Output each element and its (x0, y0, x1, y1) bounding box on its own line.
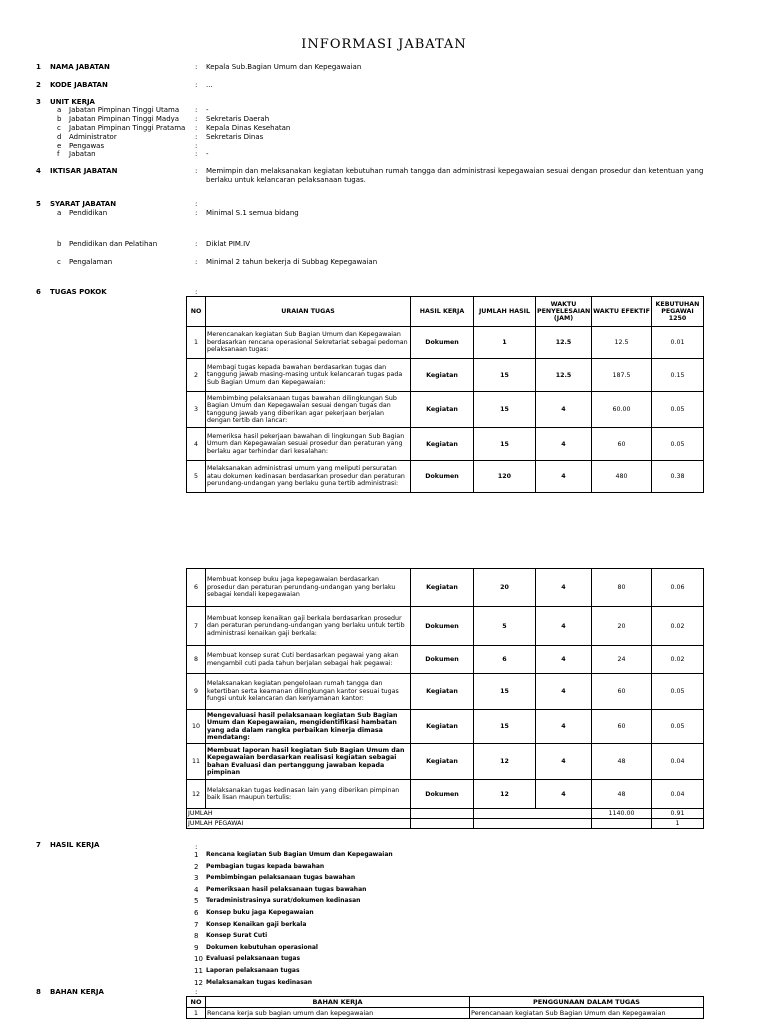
unit-kerja-item (0, 150, 768, 160)
item-letter: f (57, 150, 60, 158)
cell-waktu: 4 (536, 646, 592, 674)
header-penggunaan: PENGGUNAAN DALAM TUGAS (470, 997, 704, 1008)
item-label: Administrator (69, 133, 117, 141)
empty-cell (474, 819, 592, 829)
empty-cell (411, 809, 474, 819)
table-row (187, 1008, 704, 1019)
field-number: 7 (36, 841, 41, 849)
cell-kebutuhan: 0.02 (652, 646, 704, 674)
table-row (187, 359, 704, 392)
field-number: 6 (36, 288, 41, 296)
field-nama-jabatan (0, 63, 768, 73)
field-ikhtisar (0, 167, 768, 187)
table-row (187, 646, 704, 674)
cell-no: 11 (187, 744, 206, 780)
empty-cell (592, 819, 652, 829)
cell-hasil: Dokumen (411, 780, 474, 809)
list-item-text: Pembimbingan pelaksanaan tugas bawahan (206, 874, 356, 882)
colon: : (195, 115, 198, 123)
jumlah-label: JUMLAH (187, 809, 411, 819)
item-label: Pengalaman (69, 258, 113, 266)
item-letter: c (57, 258, 61, 266)
cell-uraian: Membuat konsep surat Cuti berdasarkan pegawai yang akan mengambil cuti pada tahun berjalan sebagai hak pegawai: (206, 646, 411, 674)
item-value: Sekretaris Daerah (206, 115, 270, 123)
cell-kebutuhan: 0.04 (652, 780, 704, 809)
syarat-item (0, 258, 768, 268)
jumlah-row (187, 809, 704, 819)
cell-efektif: 480 (592, 461, 652, 493)
list-item (0, 874, 768, 884)
field-label: BAHAN KERJA (50, 988, 104, 996)
cell-jumlah: 6 (474, 646, 536, 674)
cell-no: 2 (187, 359, 206, 392)
cell-hasil: Dokumen (411, 646, 474, 674)
item-value: - (206, 106, 209, 114)
field-number: 5 (36, 200, 41, 208)
tugas-pokok-table-part-2 (186, 568, 704, 829)
list-item (0, 863, 768, 873)
cell-uraian: Melaksanakan kegiatan pengelolaan rumah tangga dan ketertiban serta keamanan dilingkungan kantor sesuai tugas fungsi untuk kelancaran dan kenyamanan kantor: (206, 674, 411, 710)
item-label: Pendidikan (69, 209, 108, 217)
cell-hasil: Kegiatan (411, 710, 474, 744)
tugas-pokok-table-part-1 (186, 296, 704, 493)
table-row (187, 461, 704, 493)
cell-jumlah: 15 (474, 710, 536, 744)
item-value: Minimal S.1 semua bidang (206, 209, 299, 217)
cell-no: 3 (187, 392, 206, 428)
cell-uraian: Membuat konsep buku jaga kepegawaian berdasarkan prosedur dan peraturan perundang-undangan yang berlaku sebagai kendali kepegawaian (206, 569, 411, 607)
cell-hasil: Kegiatan (411, 744, 474, 780)
cell-efektif: 60 (592, 710, 652, 744)
item-label: Pengawas (69, 142, 105, 150)
list-item-text: Konsep Surat Cuti (206, 932, 268, 940)
list-item-text: Konsep Kenaikan gaji berkala (206, 920, 307, 928)
colon: : (195, 133, 198, 141)
list-item (0, 897, 768, 907)
cell-hasil: Kegiatan (411, 569, 474, 607)
cell-kebutuhan: 0.06 (652, 569, 704, 607)
list-item-number: 5 (194, 897, 199, 906)
table-header-row (187, 297, 704, 327)
list-item-text: Pembagian tugas kepada bawahan (206, 862, 325, 870)
header-no: NO (187, 297, 206, 327)
cell-jumlah: 15 (474, 428, 536, 461)
list-item (0, 932, 768, 942)
cell-waktu: 4 (536, 392, 592, 428)
field-label: UNIT KERJA (50, 98, 95, 106)
header-hasil: HASIL KERJA (411, 297, 474, 327)
header-no: NO (187, 997, 206, 1008)
colon: : (195, 167, 198, 175)
list-item (0, 921, 768, 931)
cell-waktu: 4 (536, 428, 592, 461)
cell-kebutuhan: 0.04 (652, 744, 704, 780)
field-number: 4 (36, 167, 41, 175)
empty-cell (474, 809, 592, 819)
jumlah-kebutuhan: 0.91 (652, 809, 704, 819)
field-label: NAMA JABATAN (50, 63, 110, 71)
colon: : (195, 988, 198, 996)
cell-waktu: 4 (536, 710, 592, 744)
item-letter: d (57, 133, 62, 141)
syarat-item (0, 209, 768, 219)
field-label: TUGAS POKOK (50, 288, 107, 296)
header-kebutuhan-label: KEBUTUHAN PEGAWAI (655, 301, 700, 315)
cell-uraian: Melaksanakan administrasi umum yang meliputi persuratan atau dokumen kedinasan berdasarkan prosedur dan peraturan perundang-undangan yang berlaku guna tertib administrasi: (206, 461, 411, 493)
cell-jumlah: 15 (474, 392, 536, 428)
cell-efektif: 12.5 (592, 327, 652, 359)
list-item-number: 11 (194, 967, 203, 975)
field-kode-jabatan (0, 81, 768, 91)
cell-efektif: 187.5 (592, 359, 652, 392)
cell-efektif: 60 (592, 428, 652, 461)
cell-hasil: Dokumen (411, 327, 474, 359)
cell-hasil: Kegiatan (411, 359, 474, 392)
item-label: Jabatan Pimpinan Tinggi Madya (69, 115, 180, 123)
cell-waktu: 12.5 (536, 327, 592, 359)
cell-kebutuhan: 0.05 (652, 674, 704, 710)
list-item-number: 2 (194, 862, 199, 871)
colon: : (195, 63, 198, 71)
jumlah-pegawai-value: 1 (652, 819, 704, 829)
cell-kebutuhan: 0.05 (652, 428, 704, 461)
header-jumlah: JUMLAH HASIL (474, 297, 536, 327)
cell-kebutuhan: 0.05 (652, 392, 704, 428)
item-letter: b (57, 240, 62, 248)
cell-no: 6 (187, 569, 206, 607)
cell-efektif: 24 (592, 646, 652, 674)
cell-no: 12 (187, 780, 206, 809)
table-row (187, 744, 704, 780)
cell-waktu: 4 (536, 674, 592, 710)
cell-efektif: 60 (592, 674, 652, 710)
cell-uraian: Membagi tugas kepada bawahan berdasarkan tugas dan tanggung jawab masing-masing untuk kelancaran tugas pada Sub Bagian Umum dan Kepegawaian: (206, 359, 411, 392)
item-letter: e (57, 142, 62, 150)
cell-jumlah: 15 (474, 359, 536, 392)
field-value: Kepala Sub.Bagian Umum dan Kepegawaian (206, 63, 362, 71)
cell-hasil: Kegiatan (411, 674, 474, 710)
colon: : (195, 81, 198, 89)
list-item (0, 967, 768, 977)
table-row (187, 428, 704, 461)
cell-uraian: Melaksanakan tugas kedinasan lain yang diberikan pimpinan baik lisan maupun tertulis: (206, 780, 411, 809)
table-row (187, 674, 704, 710)
cell-waktu: 4 (536, 569, 592, 607)
list-item-text: Konsep buku jaga Kepegawaian (206, 909, 314, 916)
cell-no: 5 (187, 461, 206, 493)
item-value: Diklat PIM.IV (206, 240, 250, 248)
cell-jumlah: 5 (474, 607, 536, 646)
item-label: Jabatan Pimpinan Tinggi Pratama (69, 124, 186, 132)
field-value: Memimpin dan melaksanakan kegiatan kebutuhan rumah tangga dan administrasi kepegawaian sesuai dengan prosedur dan ketentuan yang berlaku untuk kelancaran pelaksanaan tugas. (206, 167, 704, 184)
cell-no: 1 (187, 1008, 206, 1019)
list-item (0, 955, 768, 965)
cell-efektif: 48 (592, 780, 652, 809)
colon: : (195, 240, 198, 248)
item-label: Jabatan Pimpinan Tinggi Utama (69, 106, 180, 114)
list-item (0, 886, 768, 896)
list-item-number: 3 (194, 874, 199, 883)
cell-hasil: Dokumen (411, 607, 474, 646)
cell-efektif: 48 (592, 744, 652, 780)
cell-no: 9 (187, 674, 206, 710)
list-item-text: Evaluasi pelaksanaan tugas (206, 955, 301, 963)
syarat-item (0, 240, 768, 250)
table-row (187, 327, 704, 359)
cell-kebutuhan: 0.15 (652, 359, 704, 392)
table-row (187, 780, 704, 809)
cell-no: 4 (187, 428, 206, 461)
list-item (0, 909, 768, 919)
cell-hasil: Dokumen (411, 461, 474, 493)
cell-jumlah: 15 (474, 674, 536, 710)
colon: : (195, 124, 198, 132)
item-value: Minimal 2 tahun bekerja di Subbag Kepegawaian (206, 258, 378, 266)
cell-jumlah: 1 (474, 327, 536, 359)
cell-waktu: 4 (536, 744, 592, 780)
cell-no: 1 (187, 327, 206, 359)
list-item-text: Dokumen kebutuhan operasional (206, 943, 318, 951)
colon: : (195, 142, 198, 150)
field-number: 1 (36, 63, 41, 71)
item-value: - (206, 150, 209, 158)
colon: : (195, 200, 198, 208)
jumlah-efektif: 1140.00 (592, 809, 652, 819)
list-item-number: 9 (194, 943, 199, 952)
field-label: SYARAT JABATAN (50, 200, 117, 208)
field-number: 3 (36, 98, 41, 106)
cell-waktu: 4 (536, 461, 592, 493)
item-letter: c (57, 124, 61, 132)
cell-uraian: Membimbing pelaksanaan tugas bawahan dilingkungan Sub Bagian Umum dan Kepegawaian sesuai dengan tugas dan tanggung jawab yang diberikan agar pekerjaan berjalan dengan tertib dan lancar: (206, 392, 411, 428)
jumlah-pegawai-label: JUMLAH PEGAWAI (187, 819, 411, 829)
list-item (0, 851, 768, 861)
list-item-number: 7 (194, 920, 199, 929)
colon: : (195, 843, 198, 851)
item-label: Pendidikan dan Pelatihan (69, 240, 158, 248)
cell-efektif: 20 (592, 607, 652, 646)
header-kebutuhan (652, 297, 704, 327)
list-item (0, 944, 768, 954)
item-letter: a (57, 106, 62, 114)
cell-uraian: Membuat laporan hasil kegiatan Sub Bagian Umum dan Kepegawaian berdasarkan realisasi kegiatan sebagai bahan Evaluasi dan pertanggung jawaban kepada pimpinan (206, 744, 411, 780)
colon: : (195, 150, 198, 158)
cell-penggunaan: Perencanaan kegiatan Sub Bagian Umum dan Kepegawaian (470, 1008, 704, 1019)
list-item-text: Laporan pelaksanaan tugas (206, 967, 300, 974)
field-number: 8 (36, 988, 41, 996)
list-item-text: Melaksanakan tugas kedinasan (206, 978, 313, 986)
list-item-number: 10 (194, 955, 203, 964)
cell-uraian: Merencanakan kegiatan Sub Bagian Umum dan Kepegawaian berdasarkan rencana operasional Sekretariat sebagai pedoman pelaksanaan tugas: (206, 327, 411, 359)
cell-uraian: Memeriksa hasil pekerjaan bawahan di lingkungan Sub Bagian Umum dan Kepegawaian sesuai prosedur dan peraturan yang berlaku agar terhindar dari kesalahan: (206, 428, 411, 461)
header-uraian: URAIAN TUGAS (206, 297, 411, 327)
colon: : (195, 209, 198, 217)
cell-jumlah: 12 (474, 744, 536, 780)
field-label: HASIL KERJA (50, 841, 100, 849)
list-item-number: 8 (194, 932, 199, 941)
cell-no: 8 (187, 646, 206, 674)
cell-waktu: 4 (536, 607, 592, 646)
field-number: 2 (36, 81, 41, 89)
colon: : (195, 258, 198, 266)
cell-no: 10 (187, 710, 206, 744)
list-item-text: Rencana kegiatan Sub Bagian Umum dan Kepegawaian (206, 851, 393, 858)
list-item-text: Pemeriksaan hasil pelaksanaan tugas bawahan (206, 885, 367, 893)
table-row (187, 569, 704, 607)
field-value: ... (206, 81, 213, 89)
table-row (187, 392, 704, 428)
field-hasil-kerja (0, 841, 768, 851)
cell-kebutuhan: 0.05 (652, 710, 704, 744)
cell-kebutuhan: 0.02 (652, 607, 704, 646)
cell-kebutuhan: 0.01 (652, 327, 704, 359)
table-row (187, 710, 704, 744)
cell-efektif: 60.00 (592, 392, 652, 428)
empty-cell (411, 819, 474, 829)
list-item-text: Teradministrasinya surat/dokumen kedinasan (206, 897, 361, 905)
bahan-kerja-table (186, 996, 704, 1019)
item-label: Jabatan (69, 150, 96, 158)
item-letter: a (57, 209, 62, 217)
table-header-row (187, 997, 704, 1008)
cell-jumlah: 120 (474, 461, 536, 493)
list-item-number: 12 (194, 978, 203, 987)
header-kebutuhan-value: 1250 (668, 315, 687, 322)
jumlah-pegawai-row (187, 819, 704, 829)
cell-jumlah: 20 (474, 569, 536, 607)
header-bahan: BAHAN KERJA (206, 997, 470, 1008)
field-label: KODE JABATAN (50, 81, 108, 89)
table-row (187, 607, 704, 646)
header-waktu-penyelesaian: WAKTU PENYELESAIAN (JAM) (536, 297, 592, 327)
cell-kebutuhan: 0.38 (652, 461, 704, 493)
item-letter: b (57, 115, 62, 123)
item-value: Kepala Dinas Kesehatan (206, 124, 291, 132)
cell-bahan: Rencana kerja sub bagian umum dan kepegawaian (206, 1008, 470, 1019)
cell-hasil: Kegiatan (411, 428, 474, 461)
list-item-number: 6 (194, 909, 199, 917)
cell-uraian: Mengevaluasi hasil pelaksanaan kegiatan Sub Bagian Umum dan Kepegawaian, mengidentifikasi hambatan yang ada dalam rangka perbaikan kinerja dimasa mendatang: (206, 710, 411, 744)
colon: : (195, 106, 198, 114)
colon: : (195, 288, 198, 296)
field-label: IKTISAR JABATAN (50, 167, 118, 175)
cell-waktu: 12.5 (536, 359, 592, 392)
cell-jumlah: 12 (474, 780, 536, 809)
item-value: Sekretaris Dinas (206, 133, 264, 141)
page-title: INFORMASI JABATAN (301, 37, 467, 52)
cell-hasil: Kegiatan (411, 392, 474, 428)
cell-uraian: Membuat konsep kenaikan gaji berkala berdasarkan prosedur dan peraturan perundang-undangan yang berlaku untuk tertib administrasi kenaikan gaji berkala: (206, 607, 411, 646)
cell-efektif: 80 (592, 569, 652, 607)
list-item-number: 1 (194, 851, 199, 859)
header-waktu-efektif: WAKTU EFEKTIF (592, 297, 652, 327)
cell-waktu: 4 (536, 780, 592, 809)
cell-no: 7 (187, 607, 206, 646)
list-item-number: 4 (194, 885, 199, 894)
